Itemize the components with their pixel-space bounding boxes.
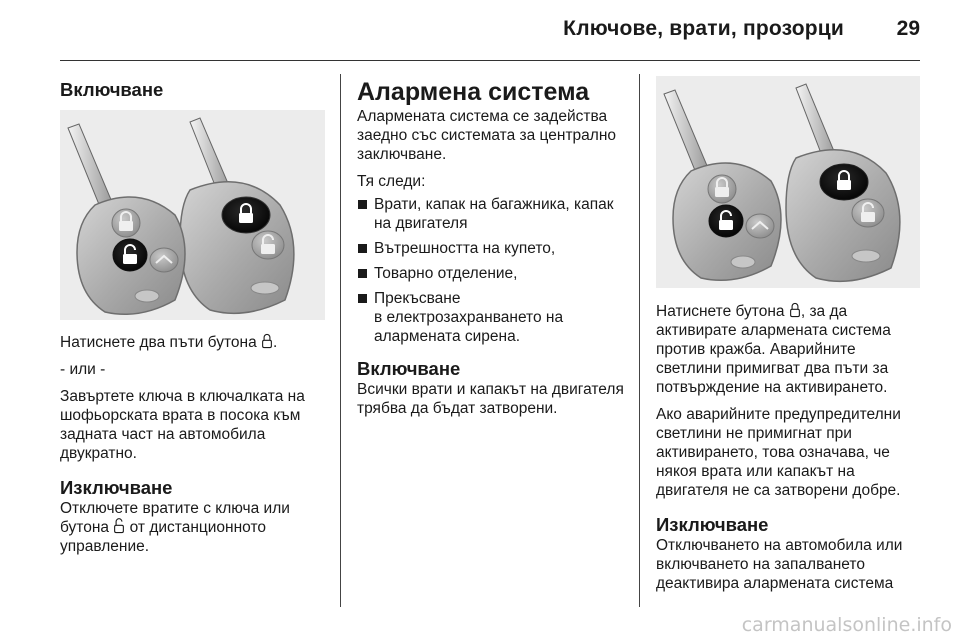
left-subheading-deactivation: Изключване [60, 477, 173, 498]
alarm-intro: Алармената система се задейства заедно със системата за централно заключване. [357, 108, 617, 163]
middle-subheading-activation: Включване [357, 358, 461, 379]
middle-para: Всички врати и капакът на двигателя трябва да бъдат затворени. [357, 381, 624, 417]
key-fob-back [180, 182, 294, 314]
right-para-3: Отключването на автомобила или включването на запалването деактивира алармената система [656, 537, 903, 592]
list-item: Вътрешността на купето, [357, 239, 629, 258]
right-para-2: Ако аварийните предупредителни светлини не примигнат при активирането, това означава, че някоя врата или капакът на двигателя не са затворени добре. [656, 406, 901, 499]
key-blade-front [68, 124, 112, 207]
key-fob-back [786, 150, 900, 282]
key-fob-front [673, 163, 781, 280]
list-item: Прекъсване в електрозахранването на алармената сирена. [357, 289, 629, 346]
monitors-label: Тя следи: [357, 173, 426, 190]
left-heading-activation: Включване [60, 79, 164, 100]
lock-icon [789, 302, 801, 318]
alarm-system-title: Алармена система [357, 78, 590, 106]
left-para-1: Натиснете два пъти бутона . [60, 334, 278, 351]
key-blade-front [664, 90, 708, 173]
monitored-list [357, 195, 629, 346]
right-subheading-deactivation: Изключване [656, 514, 769, 535]
key-fob-front [77, 197, 185, 314]
lock-icon [261, 333, 273, 349]
middle-column [357, 78, 629, 426]
header-rule [60, 60, 920, 61]
left-para-3: Завъртете ключа в ключалката на шофьорската врата в посока към задната част на автомобила двукратно. [60, 388, 305, 462]
list-item: Товарно отделение, [357, 264, 629, 283]
section-title: Ключове, врати, прозорци [563, 17, 844, 40]
right-para-1: Натиснете бутона , за да активирате алармената система против кражба. Аварийните светлини примигват два пъти за потвърждение на активирането. [656, 303, 891, 396]
left-column [60, 79, 330, 101]
left-column-text [60, 333, 330, 564]
watermark: carmanualsonline.info [741, 614, 952, 636]
page-number: 29 [896, 17, 920, 40]
left-para-4: Отключете вратите с ключа или бутона от дистанционното управление. [60, 500, 290, 555]
key-fob-figure-left [60, 110, 325, 320]
key-fob-figure-right [656, 76, 920, 288]
left-para-2: - или - [60, 361, 106, 378]
column-divider-2 [639, 74, 640, 607]
column-divider-1 [340, 74, 341, 607]
list-item: Врати, капак на багажника, капак на двигателя [357, 195, 629, 233]
unlock-icon [113, 518, 125, 534]
right-column [656, 302, 920, 601]
